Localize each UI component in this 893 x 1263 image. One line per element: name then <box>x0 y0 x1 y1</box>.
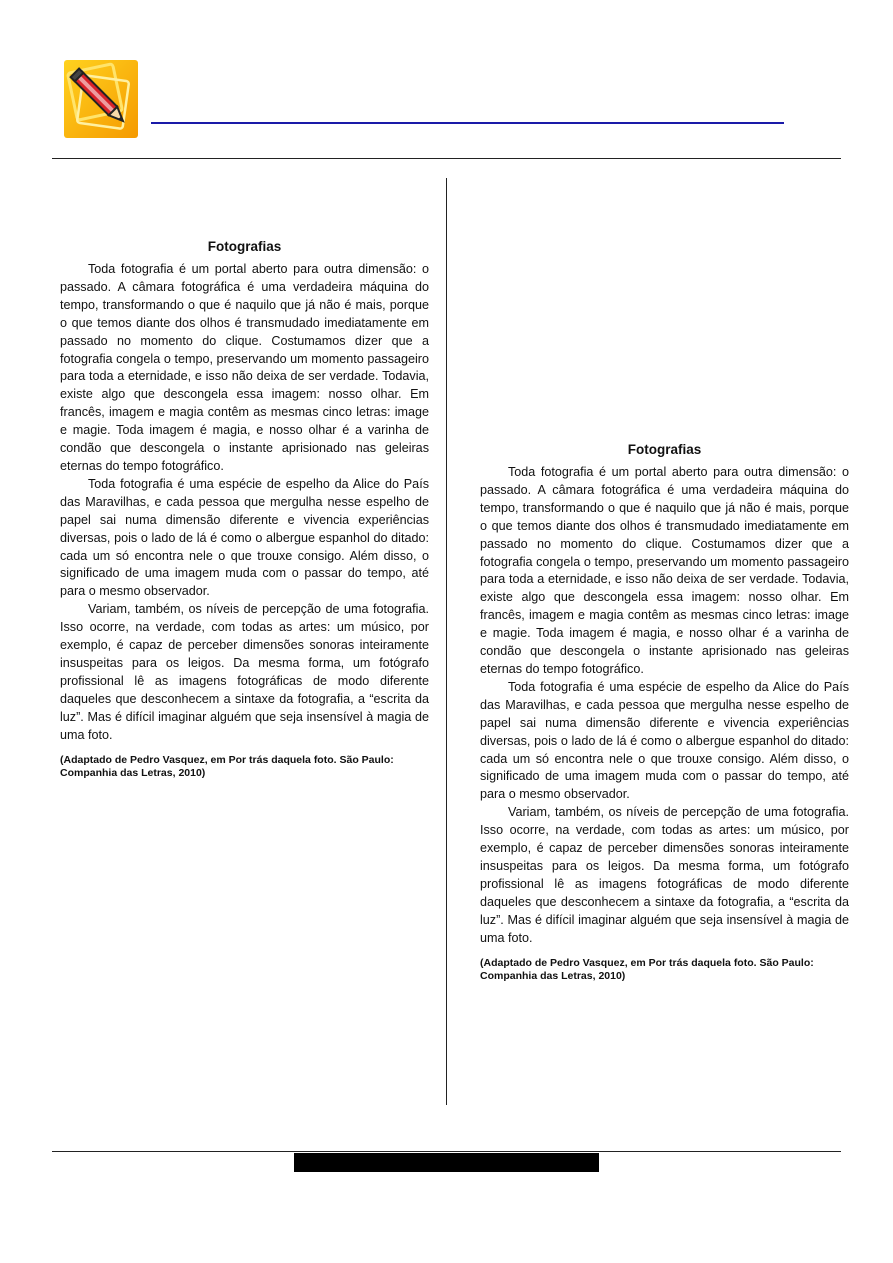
article-paragraph: Toda fotografia é uma espécie de espelho da Alice do País das Maravilhas, e cada pessoa que mergulha nesse espelho de papel sai numa dimensão diferente e vivencia experiências diversas, pois o lado de lá é como o albergue espanhol do ditado: cada um só encontra nele o que trouxe consigo. Além disso, o significado de uma imagem muda com o passar do tempo, até para o mesmo observador. <box>480 679 849 802</box>
article-paragraph: Toda fotografia é um portal aberto para outra dimensão: o passado. A câmara fotográfica é uma verdadeira máquina do tempo, transformando o que é naquilo que já não é mais, porque o que temos diante dos olhos é transmudado imediatamente em passado no momento do clique. Costumamos dizer que a fotografia congela o tempo, preservando um momento passageiro para toda a eternidade, e isso não deixa de ser verdade. Todavia, existe algo que descongela essa imagem: nosso olhar. Em francês, imagem e magia contêm as mesmas cinco letras: image e magie. Toda imagem é magia, e nosso olhar é a varinha de condão que descongela o instante aprisionado nas geleiras eternas do tempo fotográfico. <box>60 262 429 473</box>
top-divider <box>52 158 841 159</box>
article-paragraph: Toda fotografia é uma espécie de espelho da Alice do País das Maravilhas, e cada pessoa que mergulha nesse espelho de papel sai numa dimensão diferente e vivencia experiências diversas, pois o lado de lá é como o albergue espanhol do ditado: cada um só encontra nele o que trouxe consigo. Além disso, o significado de uma imagem muda com o passar do tempo, até para o mesmo observador. <box>60 476 429 599</box>
article-source: (Adaptado de Pedro Vasquez, em Por trás daquela foto. São Paulo: Companhia das Letras, 2010) <box>60 754 394 780</box>
footer-black-bar <box>294 1153 599 1172</box>
article-right-column <box>480 441 849 983</box>
article-title: Fotografias <box>627 442 702 457</box>
bottom-divider <box>52 1151 841 1152</box>
column-divider <box>446 178 447 1105</box>
article-paragraph: Variam, também, os níveis de percepção de uma fotografia. Isso ocorre, na verdade, com todas as artes: um músico, por exemplo, é capaz de perceber dimensões sonoras inteiramente insuspeitas para os leigos. Da mesma forma, um fotógrafo profissional lê as imagens fotográficas de modo diferente daqueles que desconhecem a sintaxe da fotografia, a “escrita da luz”. Mas é difícil imaginar alguém que seja insensível à magia de uma foto. <box>480 805 849 945</box>
article-source: (Adaptado de Pedro Vasquez, em Por trás daquela foto. São Paulo: Companhia das Letras, 2010) <box>480 957 814 983</box>
header-blue-line <box>151 122 784 124</box>
article-paragraph: Variam, também, os níveis de percepção de uma fotografia. Isso ocorre, na verdade, com todas as artes: um músico, por exemplo, é capaz de perceber dimensões sonoras inteiramente insuspeitas para os leigos. Da mesma forma, um fotógrafo profissional lê as imagens fotográficas de modo diferente daqueles que desconhecem a sintaxe da fotografia, a “escrita da luz”. Mas é difícil imaginar alguém que seja insensível à magia de uma foto. <box>60 602 429 742</box>
pencil-logo-icon <box>64 60 138 138</box>
article-title: Fotografias <box>207 239 282 254</box>
article-left-column <box>60 238 429 780</box>
article-paragraph: Toda fotografia é um portal aberto para outra dimensão: o passado. A câmara fotográfica é uma verdadeira máquina do tempo, transformando o que é naquilo que já não é mais, porque o que temos diante dos olhos é transmudado imediatamente em passado no momento do clique. Costumamos dizer que a fotografia congela o tempo, preservando um momento passageiro para toda a eternidade, e isso não deixa de ser verdade. Todavia, existe algo que descongela essa imagem: nosso olhar. Em francês, imagem e magia contêm as mesmas cinco letras: image e magie. Toda imagem é magia, e nosso olhar é a varinha de condão que descongela o instante aprisionado nas geleiras eternas do tempo fotográfico. <box>480 465 849 676</box>
